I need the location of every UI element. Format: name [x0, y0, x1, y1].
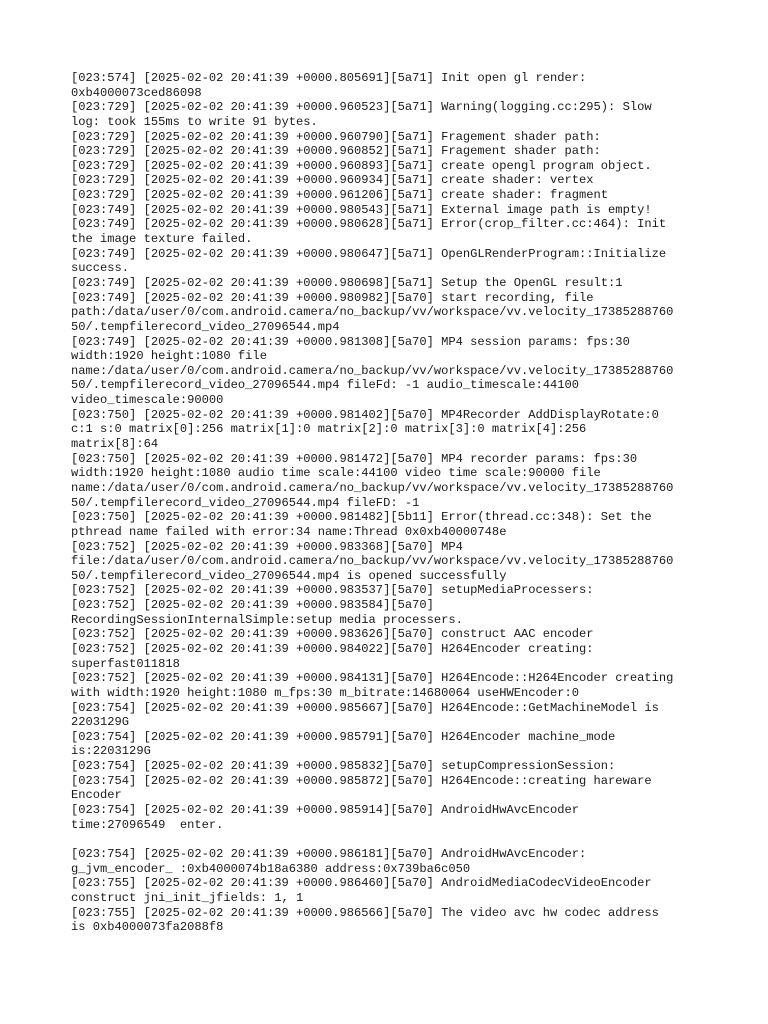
log-line: [023:749] [2025-02-02 20:41:39 +0000.980647][5a71] OpenGLRenderProgram::Initialize	[71, 246, 667, 261]
log-line: [023:729] [2025-02-02 20:41:39 +0000.960934][5a71] create shader: vertex	[71, 173, 594, 188]
log-line: matrix[8]:64	[71, 437, 159, 452]
log-line: pthread name failed with error:34 name:Thread 0x0xb40000748e	[71, 524, 507, 539]
log-line: [023:729] [2025-02-02 20:41:39 +0000.960852][5a71] Fragement shader path:	[71, 144, 601, 159]
log-line: [023:749] [2025-02-02 20:41:39 +0000.980628][5a71] Error(crop_filter.cc:464): Init	[71, 217, 667, 232]
log-text-body	[71, 71, 711, 935]
log-line: [023:752] [2025-02-02 20:41:39 +0000.983626][5a70] construct AAC encoder	[71, 627, 594, 642]
log-line: [023:754] [2025-02-02 20:41:39 +0000.986181][5a70] AndroidHwAvcEncoder:	[71, 846, 587, 861]
log-line: [023:729] [2025-02-02 20:41:39 +0000.961206][5a71] create shader: fragment	[71, 188, 609, 203]
log-line: [023:752] [2025-02-02 20:41:39 +0000.984022][5a70] H264Encoder creating:	[71, 641, 594, 656]
log-line: [023:574] [2025-02-02 20:41:39 +0000.805691][5a71] Init open gl render:	[71, 71, 587, 85]
log-line	[71, 832, 711, 847]
log-line: [023:754] [2025-02-02 20:41:39 +0000.985914][5a70] AndroidHwAvcEncoder	[71, 803, 580, 818]
log-line: c:1 s:0 matrix[0]:256 matrix[1]:0 matrix[2]:0 matrix[3]:0 matrix[4]:256	[71, 422, 587, 437]
log-line: [023:749] [2025-02-02 20:41:39 +0000.980698][5a71] Setup the OpenGL result:1	[71, 275, 623, 290]
log-document	[71, 71, 711, 935]
log-line: construct jni_init_jfields: 1, 1	[71, 890, 304, 905]
log-line: 2203129G	[71, 715, 130, 730]
log-line: [023:750] [2025-02-02 20:41:39 +0000.981482][5b11] Error(thread.cc:348): Set the	[71, 510, 652, 525]
log-line: name:/data/user/0/com.android.camera/no_backup/vv/workspace/vv.velocity_17385288760	[71, 363, 674, 378]
log-line: 50/.tempfilerecord_video_27096544.mp4 fileFD: -1	[71, 495, 420, 510]
log-line: is:2203129G	[71, 744, 151, 759]
log-line: [023:729] [2025-02-02 20:41:39 +0000.960893][5a71] create opengl program object.	[71, 158, 652, 173]
log-line: [023:754] [2025-02-02 20:41:39 +0000.985667][5a70] H264Encode::GetMachineModel is	[71, 700, 659, 715]
log-line: 50/.tempfilerecord_video_27096544.mp4 fileFd: -1 audio_timescale:44100	[71, 378, 580, 393]
log-line: width:1920 height:1080 audio time scale:44100 video time scale:90000 file	[71, 466, 601, 481]
log-line: [023:750] [2025-02-02 20:41:39 +0000.981402][5a70] MP4Recorder AddDisplayRotate:0	[71, 407, 659, 422]
log-line: video_timescale:90000	[71, 393, 224, 408]
log-line: [023:752] [2025-02-02 20:41:39 +0000.984131][5a70] H264Encode::H264Encoder creating	[71, 671, 674, 686]
log-line: [023:752] [2025-02-02 20:41:39 +0000.983368][5a70] MP4	[71, 539, 463, 554]
log-line: time:27096549 enter.	[71, 817, 224, 832]
log-line: file:/data/user/0/com.android.camera/no_backup/vv/workspace/vv.velocity_17385288760	[71, 554, 674, 569]
log-line: [023:755] [2025-02-02 20:41:39 +0000.986566][5a70] The video avc hw codec address	[71, 905, 659, 920]
log-line: [023:750] [2025-02-02 20:41:39 +0000.981472][5a70] MP4 recorder params: fps:30	[71, 451, 638, 466]
log-line: 0xb4000073ced86098	[71, 85, 202, 100]
log-line: width:1920 height:1080 file	[71, 349, 267, 364]
log-line: the image texture failed.	[71, 232, 253, 247]
log-line: 50/.tempfilerecord_video_27096544.mp4	[71, 319, 340, 334]
log-line: [023:752] [2025-02-02 20:41:39 +0000.983584][5a70]	[71, 598, 434, 613]
log-line: success.	[71, 261, 130, 276]
log-line: [023:729] [2025-02-02 20:41:39 +0000.960523][5a71] Warning(logging.cc:295): Slow	[71, 100, 652, 115]
log-line: is 0xb4000073fa2088f8	[71, 920, 224, 935]
log-line: 50/.tempfilerecord_video_27096544.mp4 is opened successfully	[71, 568, 507, 583]
log-line: [023:749] [2025-02-02 20:41:39 +0000.980543][5a71] External image path is empty!	[71, 202, 652, 217]
log-line: [023:755] [2025-02-02 20:41:39 +0000.986460][5a70] AndroidMediaCodecVideoEncoder	[71, 876, 652, 891]
log-line: Encoder	[71, 788, 122, 803]
log-line: [023:754] [2025-02-02 20:41:39 +0000.985791][5a70] H264Encoder machine_mode	[71, 729, 616, 744]
log-line: with width:1920 height:1080 m_fps:30 m_bitrate:14680064 useHWEncoder:0	[71, 685, 580, 700]
log-line: [023:749] [2025-02-02 20:41:39 +0000.980982][5a70] start recording, file	[71, 290, 594, 305]
log-line: [023:749] [2025-02-02 20:41:39 +0000.981308][5a70] MP4 session params: fps:30	[71, 334, 630, 349]
log-line: [023:754] [2025-02-02 20:41:39 +0000.985872][5a70] H264Encode::creating hareware	[71, 773, 652, 788]
log-line: g_jvm_encoder_ :0xb4000074b18a6380 address:0x739ba6c050	[71, 861, 471, 876]
log-line: superfast011818	[71, 656, 180, 671]
log-line: [023:729] [2025-02-02 20:41:39 +0000.960790][5a71] Fragement shader path:	[71, 129, 601, 144]
log-line: path:/data/user/0/com.android.camera/no_backup/vv/workspace/vv.velocity_17385288760	[71, 305, 674, 320]
log-line: name:/data/user/0/com.android.camera/no_backup/vv/workspace/vv.velocity_17385288760	[71, 480, 674, 495]
log-line: RecordingSessionInternalSimple:setup media processers.	[71, 612, 463, 627]
log-line: log: took 155ms to write 91 bytes.	[71, 114, 318, 129]
log-line: [023:754] [2025-02-02 20:41:39 +0000.985832][5a70] setupCompressionSession:	[71, 759, 616, 774]
log-line: [023:752] [2025-02-02 20:41:39 +0000.983537][5a70] setupMediaProcessers:	[71, 583, 594, 598]
